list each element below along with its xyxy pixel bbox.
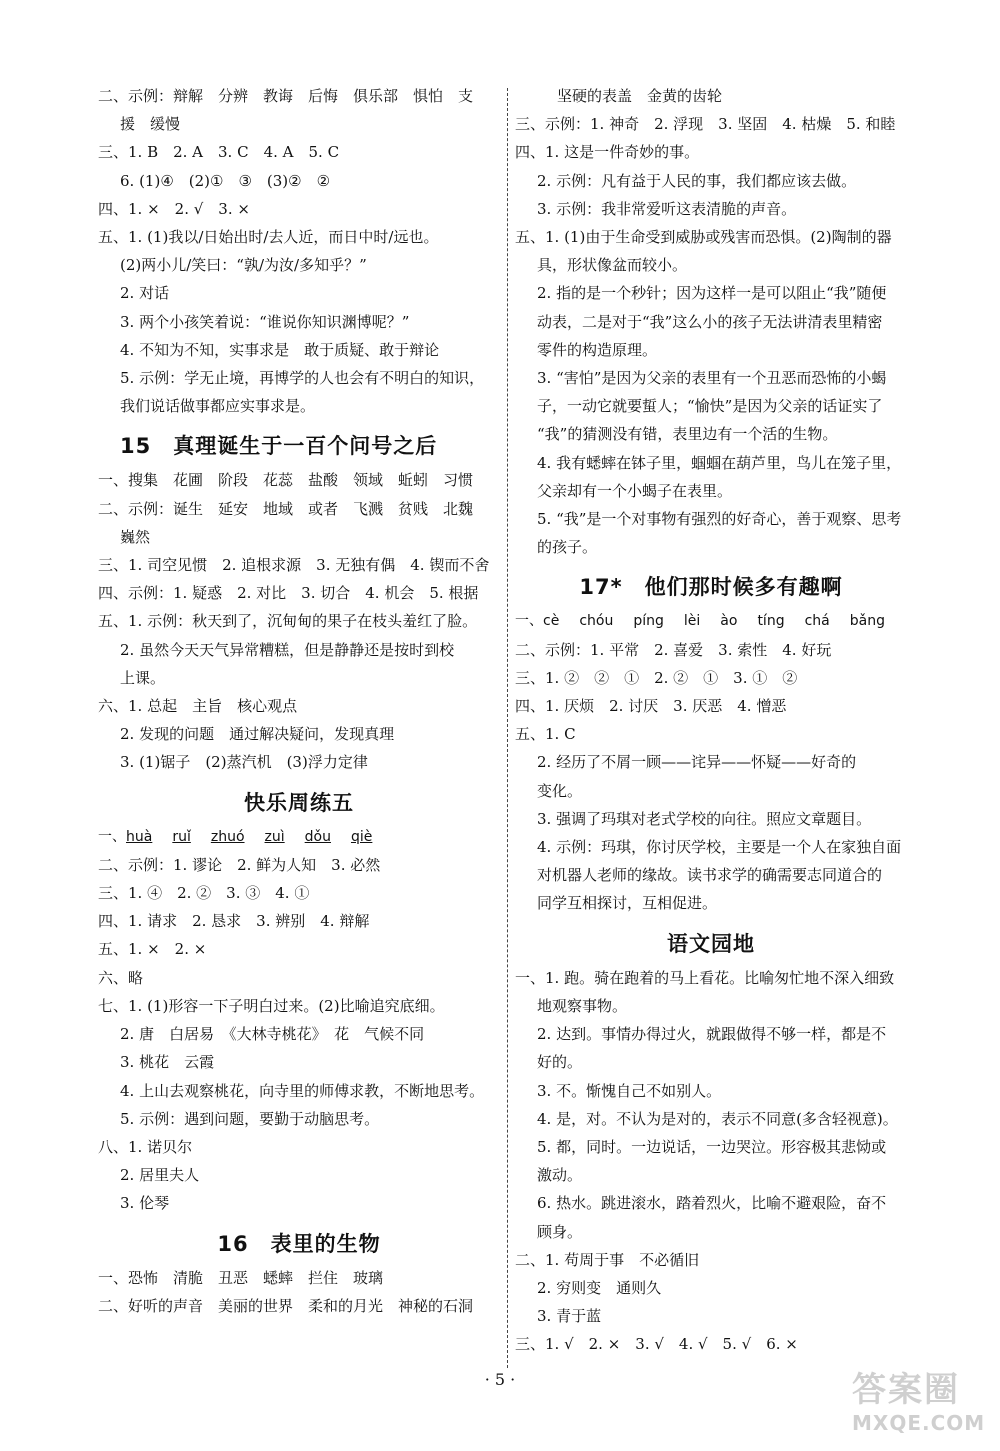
right-column	[515, 82, 907, 1359]
section-number: 17*	[579, 575, 623, 600]
section-heading-15	[98, 426, 500, 466]
answer-line: 2. 经历了不屑一顾——诧异——怀疑——好奇的	[537, 753, 857, 772]
answer-line: 一、1. 跑。骑在跑着的马上看花。比喻匆忙地不深入细致	[515, 968, 895, 987]
answer-line: 6. 热水。跳进滚水，踏着烈火，比喻不避艰险，奋不	[537, 1194, 887, 1213]
answer-line: 四、1. 请求 2. 恳求 3. 辨别 4. 辩解	[98, 912, 370, 931]
answer-line: 四、1. 这是一件奇妙的事。	[515, 143, 700, 162]
watermark-logo	[852, 1370, 986, 1440]
answer-line: 2. 指的是一个秒针；因为这样一是可以阻止“我”随便	[537, 284, 887, 303]
answer-line: (2)两小儿/笑曰：“孰/为汝/多知乎？”	[120, 256, 367, 275]
answer-line: 2. 发现的问题 通过解决疑问，发现真理	[120, 725, 395, 744]
answer-line: 地观察事物。	[537, 996, 628, 1015]
answer-line: 零件的构造原理。	[537, 340, 658, 359]
watermark-url: MXQE.COM	[852, 1411, 986, 1435]
answer-line: 四、1. 厌烦 2. 讨厌 3. 厌恶 4. 憎恶	[515, 697, 787, 716]
answer-line: “我”的猜测没有错，表里边有一个活的生物。	[537, 425, 838, 444]
left-column	[98, 82, 500, 1320]
pinyin-answers	[98, 823, 500, 851]
answer-line: 五、1. (1)我以/日始出时/去人近，而日中时/远也。	[98, 228, 439, 247]
section-heading-17	[515, 567, 907, 607]
answer-line: 四、1. × 2. √ 3. ×	[98, 199, 250, 218]
answer-line: 4. 是，对。不认为是对的，表示不同意(多含轻视意)。	[537, 1109, 898, 1128]
answer-line: 3. 桃花 云霞	[120, 1053, 215, 1072]
answer-line: 一、恐怖 清脆 丑恶 蟋蟀 拦住 玻璃	[98, 1268, 384, 1287]
answer-line: 2. 对话	[120, 284, 170, 303]
answer-line: 5. “我”是一个对事物有强烈的好奇心，善于观察、思考	[537, 510, 902, 529]
answer-line: 3. 不。惭愧自己不如别人。	[537, 1081, 722, 1100]
section-heading-weekly-practice: 快乐周练五	[244, 790, 354, 815]
answer-line: 四、示例：1. 疑惑 2. 对比 3. 切合 4. 机会 5. 根据	[98, 584, 479, 603]
pinyin: ruǐ	[172, 828, 191, 845]
answer-line: 上课。	[120, 668, 166, 687]
pinyin: cè	[543, 613, 560, 630]
answer-line: 3. 示例：我非常爱听这表清脆的声音。	[537, 199, 797, 218]
answer-line: 2. 达到。事情办得过火，就跟做得不够一样，都是不	[537, 1025, 887, 1044]
answer-line: 5. 都，同时。一边说话，一边哭泣。形容极其悲恸或	[537, 1137, 887, 1156]
answer-line: 4. 我有蟋蟀在钵子里，蝈蝈在葫芦里，鸟儿在笼子里，	[537, 453, 902, 472]
pinyin: ào	[720, 613, 738, 630]
answer-line: 3. 青于蓝	[537, 1307, 602, 1326]
answer-line: 变化。	[537, 781, 583, 800]
pinyin: huà	[126, 828, 153, 845]
section-title: 他们那时候多有趣啊	[644, 575, 843, 600]
pinyin: chá	[804, 613, 830, 630]
answer-line: 好的。	[537, 1053, 583, 1072]
answer-line: 五、1. 示例：秋天到了，沉甸甸的果子在枝头羞红了脸。	[98, 612, 478, 631]
answer-line: 3. (1)锯子 (2)蒸汽机 (3)浮力定律	[120, 753, 368, 772]
answer-line: 坚硬的表盖 金黄的齿轮	[557, 87, 723, 105]
answer-line: 父亲却有一个小蝎子在表里。	[537, 481, 733, 500]
answer-line: 五、1. (1)由于生命受到威胁或残害而恐惧。(2)陶制的器	[515, 228, 892, 247]
answer-line: 子，一动它就要蜇人；“愉快”是因为父亲的话证实了	[537, 397, 883, 416]
section-title: 表里的生物	[270, 1231, 381, 1256]
answer-line: 5. 示例：学无止境，再博学的人也会有不明白的知识，	[120, 369, 485, 388]
answer-line: 4. 不知为不知，实事求是 敢于质疑、敢于辩论	[120, 340, 440, 359]
pinyin: dǒu	[304, 828, 331, 845]
question-number: 一、	[515, 613, 543, 630]
answer-line: 6. (1)④ (2)① ③ (3)② ②	[120, 171, 331, 190]
answer-line: 五、1. C	[515, 725, 576, 744]
answer-line: 援 缓慢	[120, 115, 181, 134]
pinyin: zhuó	[210, 828, 245, 845]
answer-line: 动表，二是对于“我”这么小的孩子无法讲清表里精密	[537, 312, 883, 331]
pinyin: bǎng	[849, 613, 885, 630]
pinyin: tíng	[757, 613, 785, 630]
section-heading-language-garden: 语文园地	[667, 931, 755, 956]
pinyin: chóu	[579, 613, 614, 630]
pinyin: qiè	[350, 828, 373, 845]
pinyin: píng	[633, 613, 664, 630]
answer-line: 二、示例：辩解 分辨 教诲 后悔 俱乐部 惧怕 支	[98, 87, 474, 105]
answer-line: 3. 强调了玛琪对老式学校的向往。照应文章题目。	[537, 809, 872, 828]
section-number: 15	[120, 434, 152, 459]
answer-line: 二、示例：1. 谬论 2. 鲜为人知 3. 必然	[98, 855, 381, 874]
answer-line: 顾身。	[537, 1222, 583, 1241]
answer-line: 具，形状像盆而较小。	[537, 256, 688, 275]
answer-line: 我们说话做事都应实事求是。	[120, 397, 316, 416]
column-divider	[507, 88, 508, 1368]
section-title: 真理诞生于一百个问号之后	[173, 434, 438, 459]
answer-line: 三、1. ② ② ① 2. ② ① 3. ① ②	[515, 668, 798, 687]
question-number: 一、	[98, 828, 126, 845]
answer-line: 一、搜集 花圃 阶段 花蕊 盐酸 领域 蚯蚓 习惯	[98, 471, 474, 490]
answer-line: 2. 虽然今天天气异常糟糕，但是静静还是按时到校	[120, 640, 455, 659]
answer-line: 同学互相探讨，互相促进。	[537, 894, 718, 913]
pinyin-answers	[515, 607, 907, 635]
answer-line: 激动。	[537, 1166, 583, 1185]
answer-line: 巍然	[120, 527, 151, 546]
watermark-text: 答案圈	[852, 1370, 960, 1410]
answer-line: 二、1. 苟周于事 不必循旧	[515, 1250, 700, 1269]
answer-line: 六、1. 总起 主旨 核心观点	[98, 697, 298, 716]
answer-line: 3. 伦琴	[120, 1194, 170, 1213]
section-heading-16	[98, 1224, 500, 1264]
answer-line: 三、示例：1. 神奇 2. 浮现 3. 坚固 4. 枯燥 5. 和睦	[515, 115, 896, 134]
answer-line: 二、示例：1. 平常 2. 喜爱 3. 索性 4. 好玩	[515, 640, 832, 659]
section-number: 16	[217, 1231, 249, 1256]
answer-line: 三、1. B 2. A 3. C 4. A 5. C	[98, 143, 340, 162]
answer-line: 六、略	[98, 968, 144, 987]
answer-line: 七、1. (1)形容一下子明白过来。(2)比喻追究底细。	[98, 996, 445, 1015]
answer-line: 2. 唐 白居易 《大林寺桃花》 花 气候不同	[120, 1025, 425, 1044]
pinyin: zuì	[264, 828, 285, 845]
answer-line: 2. 示例：凡有益于人民的事，我们都应该去做。	[537, 171, 857, 190]
answer-line: 三、1. ④ 2. ② 3. ③ 4. ①	[98, 884, 310, 903]
answer-line: 5. 示例：遇到问题，要勤于动脑思考。	[120, 1109, 380, 1128]
answer-line: 五、1. × 2. ×	[98, 940, 207, 959]
answer-line: 2. 居里夫人	[120, 1166, 200, 1185]
answer-line: 2. 穷则变 通则久	[537, 1278, 662, 1297]
answer-line: 对机器人老师的缘故。读书求学的确需要志同道合的	[537, 866, 883, 885]
answer-line: 3. 两个小孩笑着说：“谁说你知识渊博呢？”	[120, 312, 410, 331]
answer-line: 八、1. 诺贝尔	[98, 1137, 193, 1156]
answer-line: 3. “害怕”是因为父亲的表里有一个丑恶而恐怖的小蝎	[537, 369, 887, 388]
answer-line: 4. 上山去观察桃花，向寺里的师傅求教，不断地思考。	[120, 1081, 485, 1100]
answer-line: 三、1. √ 2. × 3. √ 4. √ 5. √ 6. ×	[515, 1335, 798, 1354]
answer-line: 三、1. 司空见惯 2. 追根求源 3. 无独有偶 4. 锲而不舍	[98, 556, 490, 575]
answer-line: 二、示例：诞生 延安 地域 或者 飞溅 贫贱 北魏	[98, 499, 474, 518]
answer-line: 的孩子。	[537, 538, 598, 557]
answer-line: 二、好听的声音 美丽的世界 柔和的月光 神秘的石洞	[98, 1296, 474, 1315]
page-number: · 5 ·	[484, 1370, 516, 1389]
answer-line: 4. 示例：玛琪，你讨厌学校，主要是一个人在家独自面	[537, 838, 902, 857]
pinyin: lèi	[683, 613, 701, 630]
